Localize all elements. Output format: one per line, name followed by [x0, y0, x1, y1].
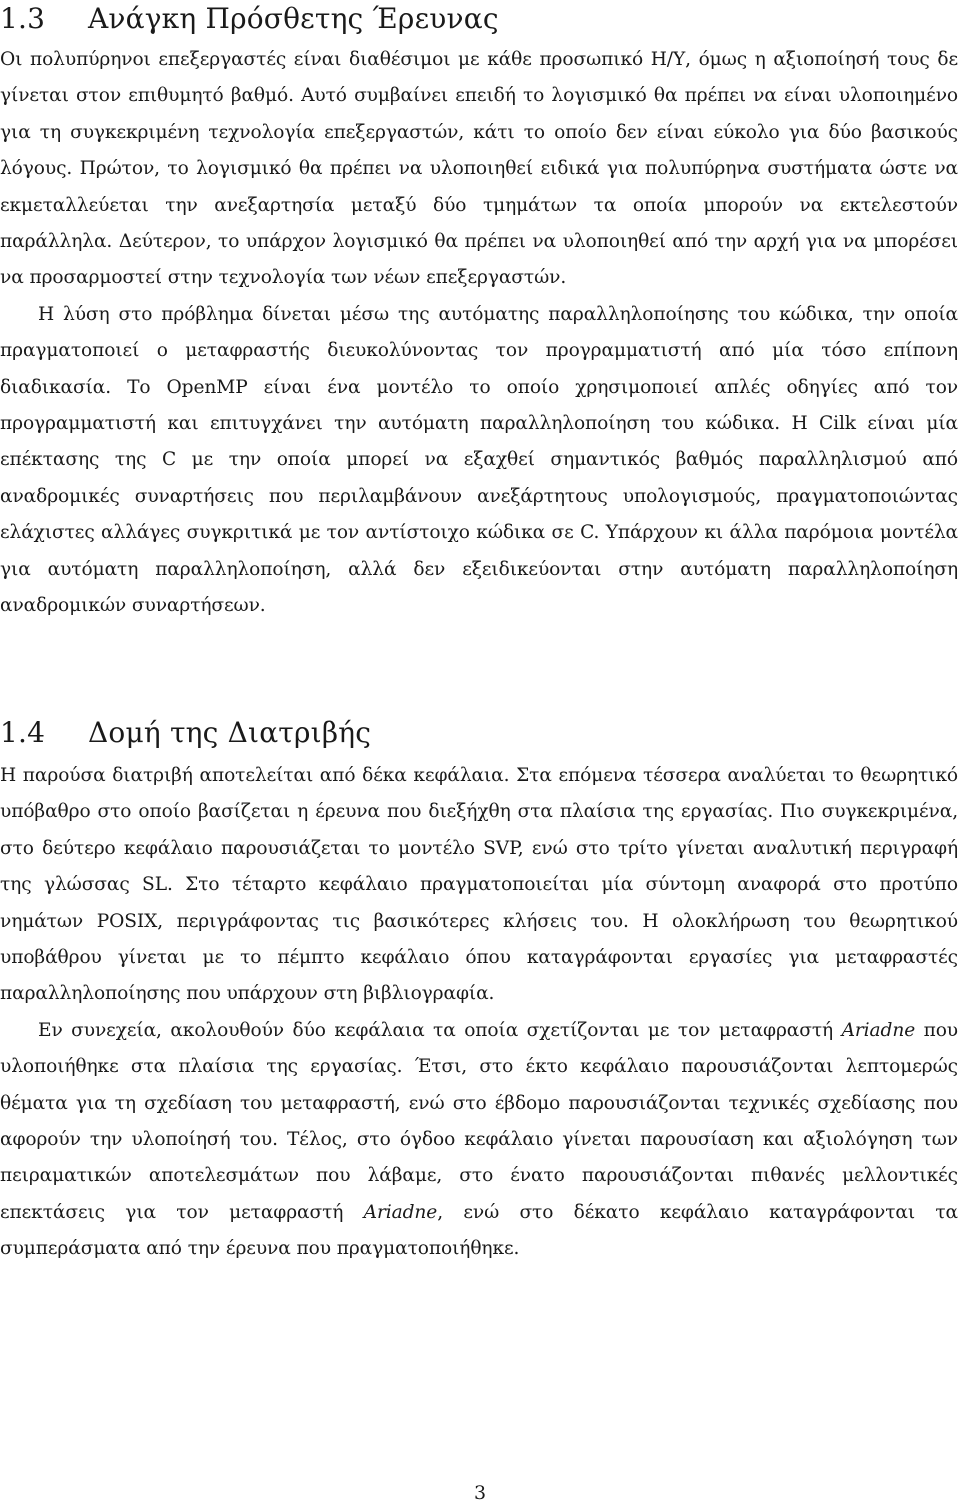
paragraph — [0, 1013, 958, 1268]
paragraph: Η παρούσα διατριβή αποτελείται από δέκα κεφάλαια. Στα επόμενα τέσσερα αναλύεται το θεωρητικό υπόβαθρο στο οποίο βασίζεται η έρευνα που διεξήχθη στα πλαίσια της εργασίας. Πιο συγκεκριμένα, στο δεύτερο κεφάλαιο παρουσιάζεται το μοντέλο SVP, ενώ στο τρίτο γίνεται αναλυτική περιγραφή της γλώσσας SL. Στο τέταρτο κεφάλαιο πραγματοποιείται μία σύντομη αναφορά στο προτύπο νημάτων POSIX, περιγράφοντας τις βασικότερες κλήσεις του. Η ολοκλήρωση του θεωρητικού υποβάθρου γίνεται με το πέμπτο κεφάλαιο όπου καταγράφονται εργασίες για μεταφραστές παραλληλοποίησης που υπάρχουν στη βιβλιογραφία. — [0, 765, 958, 1005]
section-title: Ανάγκη Πρόσθετης Έρευνας — [88, 2, 499, 35]
compiler-name: Ariadne — [841, 1019, 916, 1041]
section-title: Δομή της Διατριβής — [88, 716, 372, 749]
paragraph-text: , ενώ στο δέκατο κεφάλαιο καταγράφονται τα συμπεράσματα από την έρευνα που πραγματοποιήθηκε. — [0, 1201, 959, 1260]
paragraph-text: Εν συνεχεία, ακολουθούν δύο κεφάλαια τα οποία σχετίζονται με τον μεταφραστή — [38, 1019, 834, 1041]
section-heading — [0, 714, 958, 752]
paragraph: Οι πολυπύρηνοι επεξεργαστές είναι διαθέσιμοι με κάθε προσωπικό Η/Υ, όμως η αξιοποίησή τους δε γίνεται στον επιθυμητό βαθμό. Αυτό συμβαίνει επειδή το λογισμικό θα πρέπει να είναι υλοποιημένο για τη συγκεκριμένη τεχνολογία επεξεργαστών, κάτι το οποίο δεν είναι εύκολο για δύο βασικούς λόγους. Πρώτον, το λογισμικό θα πρέπει να υλοποιηθεί ειδικά για πολυπύρηνα συστήματα ώστε να εκμεταλλεύεται την ανεξαρτησία μεταξύ δύο τμημάτων τα οποία μπορούν να εκτελεστούν παράλληλα. Δεύτερον, το υπάρχον λογισμικό θα πρέπει να υλοποιηθεί από την αρχή για να μπορέσει να προσαρμοστεί στην τεχνολογία των νέων επεξεργαστών. — [0, 49, 958, 289]
compiler-name: Ariadne — [363, 1201, 438, 1223]
paragraph: Η λύση στο πρόβλημα δίνεται μέσω της αυτόματης παραλληλοποίησης του κώδικα, την οποία πραγματοποιεί ο μεταφραστής διευκολύνοντας τον προγραμματιστή από μία τόσο επίπονη διαδικασία. Το OpenMP είναι ένα μοντέλο το οποίο χρησιμοποιεί απλές οδηγίες από τον προγραμματιστή και επιτυγχάνει την αυτόματη παραλληλοποίηση του κώδικα. Η Cilk είναι μία επέκτασης της C με την οποία μπορεί να εξαχθεί σημαντικός βαθμός παραλληλισμού από αναδρομικές συναρτήσεις που περιλαμβάνουν ανεξάρτητους υπολογισμούς, πραγματοποιώντας ελάχιστες αλλάγες συγκριτικά με τον αντίστοιχο κώδικα σε C. Υπάρχουν κι άλλα παρόμοια μοντέλα για αυτόματη παραλληλοποίηση, αλλά δεν εξειδικεύονται στην αυτόματη παραλληλοποίηση αναδρομικών συναρτήσεων. — [0, 303, 958, 617]
section-number: 1.3 — [0, 2, 46, 35]
section-heading — [0, 0, 958, 38]
page-number: 3 — [473, 1482, 487, 1504]
section-1-3 — [0, 0, 958, 625]
paragraph-text: που υλοποιήθηκε στα πλαίσια της εργασίας. Έτσι, στο έκτο κεφάλαιο παρουσιάζονται λεπτομερώς θέματα για τη σχεδίαση του μεταφραστή, ενώ στο έβδομο παρουσιάζονται τεχνικές σχεδίασης που αφορούν την υλοποίησή του. Τέλος, στο όγδοο κεφάλαιο γίνεται παρουσίαση και αξιολόγηση των πειραματικών αποτελεσμάτων που λάβαμε, στο ένατο παρουσιάζονται πιθανές μελλοντικές επεκτάσεις για τον μεταφραστή — [0, 1019, 959, 1223]
section-number: 1.4 — [0, 716, 46, 749]
section-1-4 — [0, 714, 958, 1268]
